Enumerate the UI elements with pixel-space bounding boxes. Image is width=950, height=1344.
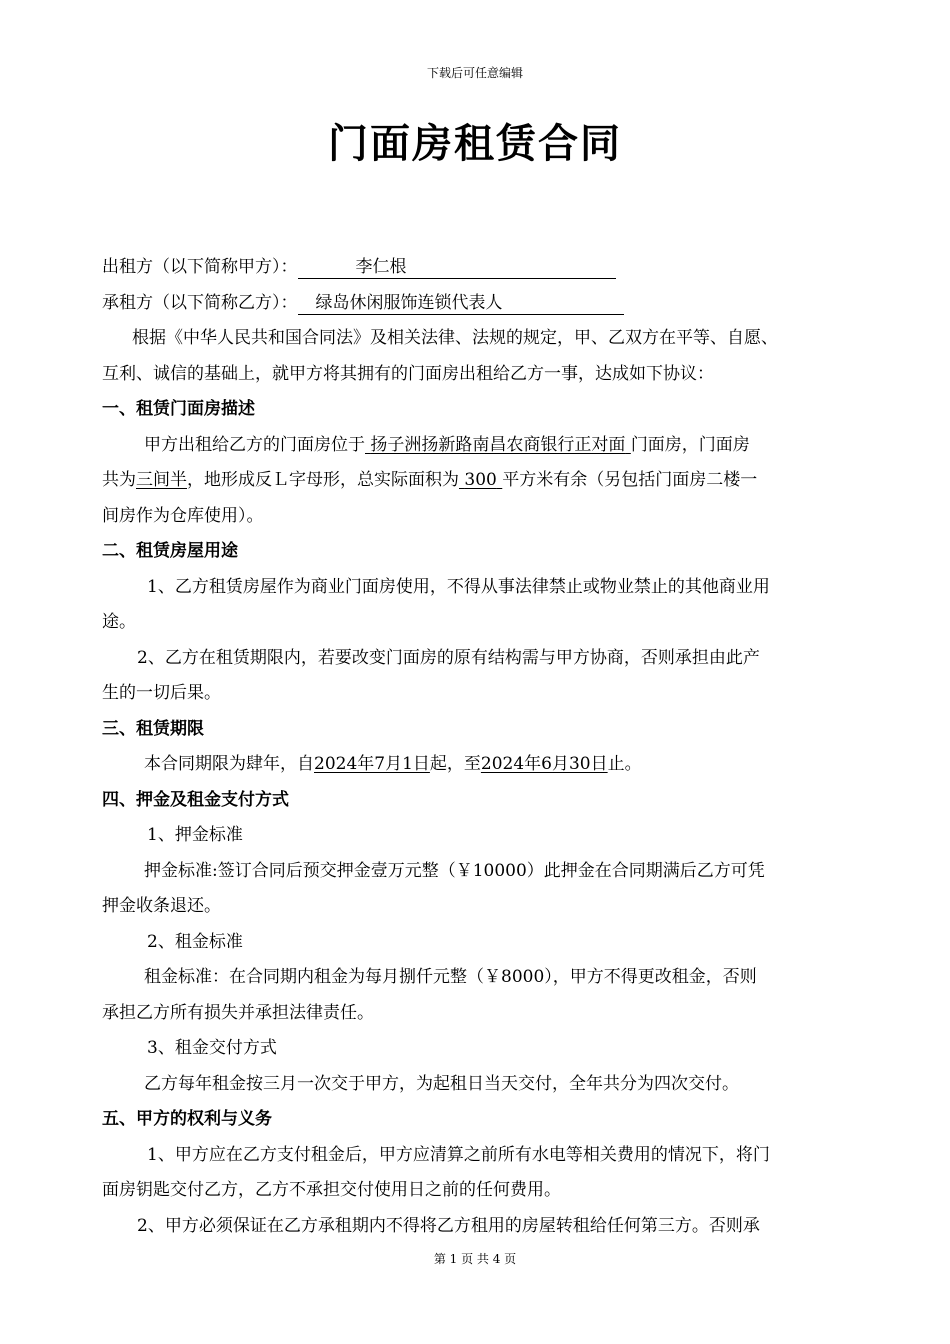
s5-clause-1a: 1、甲方应在乙方支付租金后，甲方应清算之前所有水电等相关费用的情况下，将门	[147, 1144, 770, 1165]
s4-sub-3: 3、租金交付方式	[147, 1038, 277, 1058]
s1-text-2: 门面房，门面房	[630, 434, 750, 455]
payment-line: 乙方每年租金按三月一次交于甲方，为起租日当天交付，全年共分为四次交付。	[144, 1073, 739, 1094]
rent-line-b: 承担乙方所有损失并承担法律责任。	[102, 1002, 374, 1023]
section-4-heading: 四、押金及租金支付方式	[102, 789, 289, 810]
s3-term-line	[102, 747, 854, 783]
s1-text-5: 平方米有余（另包括门面房二楼一	[502, 470, 758, 490]
section-3-heading: 三、租赁期限	[102, 718, 204, 739]
s1-line-2	[102, 463, 854, 499]
s5-clause-2a: 2、甲方必须保证在乙方承租期内不得将乙方租用的房屋转租给任何第三方。否则承	[137, 1215, 760, 1236]
page-footer: 第 1 页 共 4 页	[433, 1252, 517, 1266]
lessor-label: 出租方（以下简称甲方）：	[102, 257, 298, 277]
lessee-line	[102, 286, 854, 322]
deposit-line-b: 押金收条退还。	[102, 896, 221, 916]
lessee-label: 承租方（以下简称乙方）：	[102, 292, 298, 313]
lessee-name-field	[298, 292, 624, 315]
room-count: 三间半	[136, 470, 187, 490]
s1-line-3: 间房作为仓库使用）。	[102, 505, 264, 526]
s5-clause-1b: 面房钥匙交付乙方，乙方不承担交付使用日之前的任何费用。	[102, 1180, 561, 1200]
property-location	[365, 435, 631, 455]
header-note: 下载后可任意编辑	[426, 66, 523, 80]
s2-clause-2b: 生的一切后果。	[102, 683, 221, 703]
preamble-line-1: 根据《中华人民共和国合同法》及相关法律、法规的规定，甲、乙双方在平等、自愿、	[132, 328, 778, 348]
s3-text-1: 本合同期限为肆年，自	[144, 754, 314, 774]
document-title: 门面房租赁合同	[328, 120, 622, 167]
lessor-name: 李仁根	[355, 257, 407, 277]
s4-sub-2: 2、租金标准	[147, 931, 243, 952]
s2-clause-1a: 1、乙方租赁房屋作为商业门面房使用，不得从事法律禁止或物业禁止的其他商业用	[147, 576, 770, 597]
lessor-line	[102, 250, 854, 286]
lessee-name: 绿岛休闲服饰连锁代表人	[315, 292, 503, 313]
s2-clause-1b: 途。	[102, 612, 136, 632]
contract-body	[102, 250, 854, 1244]
total-area	[459, 470, 502, 490]
section-5-heading: 五、甲方的权利与义务	[102, 1109, 272, 1129]
term-end-date: 2024年6月30日	[480, 754, 608, 774]
s4-sub-1: 1、押金标准	[147, 825, 243, 845]
deposit-line-a: 押金标准:签订合同后预交押金壹万元整（￥10000）此押金在合同期满后乙方可凭	[144, 860, 765, 881]
section-2-heading: 二、租赁房屋用途	[102, 541, 238, 561]
rent-line-a: 租金标准：在合同期内租金为每月捌仟元整（￥8000），甲方不得更改租金，否则	[144, 967, 757, 987]
s1-text-3: 共为	[102, 470, 136, 490]
s1-text-1: 甲方出租给乙方的门面房位于	[144, 434, 365, 455]
s3-text-2: 起，至	[429, 754, 481, 774]
preamble-line-2: 互利、诚信的基础上，就甲方将其拥有的门面房出租给乙方一事，达成如下协议：	[102, 363, 714, 384]
section-1-heading: 一、租赁门面房描述	[102, 399, 255, 419]
property-location-text: 扬子洲扬新路南昌农商银行正对面	[370, 434, 626, 455]
s2-clause-2a: 2、乙方在租赁期限内，若要改变门面房的原有结构需与甲方协商，否则承担由此产	[137, 647, 760, 668]
s1-line-1	[102, 428, 854, 464]
total-area-value: 300	[464, 470, 497, 490]
term-start-date: 2024年7月1日	[314, 754, 430, 774]
s1-text-4: ，地形成反Ｌ字母形，总实际面积为	[187, 470, 459, 490]
s3-text-3: 止。	[607, 754, 642, 774]
lessor-name-field	[298, 256, 616, 279]
